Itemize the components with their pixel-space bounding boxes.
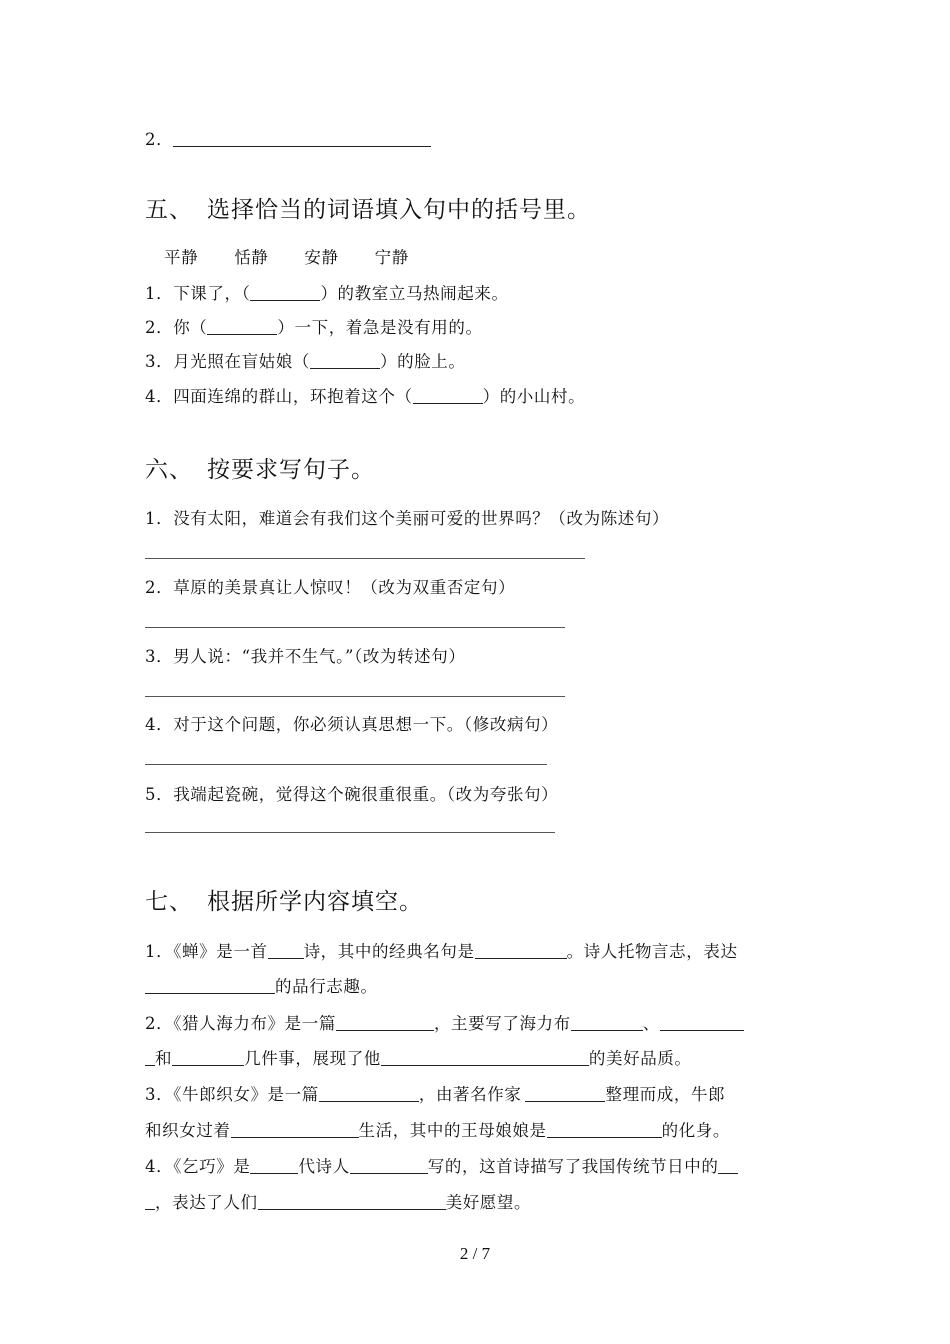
section-7-heading: 七、 根据所学内容填空。 <box>145 889 423 915</box>
answer-blank[interactable] <box>250 286 320 301</box>
answer-line[interactable] <box>145 764 547 765</box>
s6-item-5: 5．我端起瓷碗，觉得这个碗很重很重。（改为夸张句） <box>145 785 559 804</box>
s5-item-3: 3．月光照在盲姑娘（ ）的脸上。 <box>145 352 466 371</box>
answer-blank[interactable] <box>145 1195 155 1210</box>
answer-line[interactable] <box>145 696 565 697</box>
answer-blank[interactable] <box>250 1159 298 1174</box>
s7-q4-line1: 4．《乞巧》是 代诗人 写的，这首诗描写了我国传统节日中的 <box>145 1153 738 1177</box>
answer-blank[interactable] <box>547 1123 662 1138</box>
page-number: 2 / 7 <box>459 1244 491 1263</box>
s7-q1-line2: 的品行志趣。 <box>145 973 378 997</box>
section-5-heading: 五、 选择恰当的词语填入句中的括号里。 <box>145 197 591 223</box>
answer-blank[interactable] <box>718 1159 738 1174</box>
s7-q3-line2: 和织女过着 生活，其中的王母娘娘是 的化身。 <box>145 1121 731 1140</box>
answer-blank[interactable] <box>336 1016 434 1031</box>
answer-blank[interactable] <box>145 1051 155 1066</box>
answer-blank[interactable] <box>525 1087 605 1102</box>
s7-q1-line1: 1．《蝉》是一首 诗，其中的经典名句是 。诗人托物言志，表达 <box>145 942 738 961</box>
answer-line[interactable] <box>145 627 565 628</box>
answer-blank[interactable] <box>660 1016 744 1031</box>
s7-q3-line1: 3．《牛郎织女》是一篇 ，由著名作家 整理而成，牛郎 <box>145 1085 726 1104</box>
s5-item-4: 4．四面连绵的群山，环抱着这个（ ）的小山村。 <box>145 387 586 406</box>
s7-q2-line1: 2．《猎人海力布》是一篇 ，主要写了海力布 、 <box>145 1010 744 1034</box>
s6-item-2: 2．草原的美景真让人惊叹！（改为双重否定句） <box>145 578 516 597</box>
word-option: 恬静 <box>234 248 269 267</box>
section-6-heading: 六、 按要求写句子。 <box>145 457 375 483</box>
answer-blank[interactable] <box>350 1159 428 1174</box>
word-bank <box>164 244 445 268</box>
s6-item-4: 4．对于这个问题，你必须认真思想一下。（修改病句） <box>145 715 559 734</box>
s5-item-2: 2．你（ ）一下，着急是没有用的。 <box>145 318 483 337</box>
answer-blank[interactable] <box>207 320 277 335</box>
s5-item-1: 1．下课了，（ ）的教室立马热闹起来。 <box>145 284 509 303</box>
s6-item-1: 1．没有太阳，难道会有我们这个美丽可爱的世界吗？（改为陈述句） <box>145 509 670 528</box>
s7-q2-line2: 和 几件事，展现了他 的美好品质。 <box>145 1045 692 1069</box>
item-2-top: 2． <box>145 126 431 150</box>
answer-blank[interactable] <box>381 1051 589 1066</box>
word-option: 安静 <box>304 248 339 267</box>
answer-blank[interactable] <box>258 1195 446 1210</box>
answer-blank[interactable] <box>268 944 304 959</box>
answer-blank[interactable] <box>319 1087 419 1102</box>
s7-q4-line2: ，表达了人们 美好愿望。 <box>145 1189 531 1213</box>
answer-blank[interactable] <box>310 354 380 369</box>
word-option: 宁静 <box>374 248 409 267</box>
answer-line[interactable] <box>145 558 585 559</box>
answer-blank[interactable] <box>231 1123 359 1138</box>
answer-line[interactable] <box>145 832 555 833</box>
answer-blank[interactable] <box>571 1016 643 1031</box>
word-option: 平静 <box>164 248 199 267</box>
s6-item-3: 3．男人说：“我并不生气。”（改为转述句） <box>145 647 466 666</box>
answer-blank[interactable] <box>173 132 431 147</box>
answer-blank[interactable] <box>172 1051 244 1066</box>
answer-blank[interactable] <box>145 979 275 994</box>
answer-blank[interactable] <box>413 389 483 404</box>
answer-blank[interactable] <box>475 944 567 959</box>
